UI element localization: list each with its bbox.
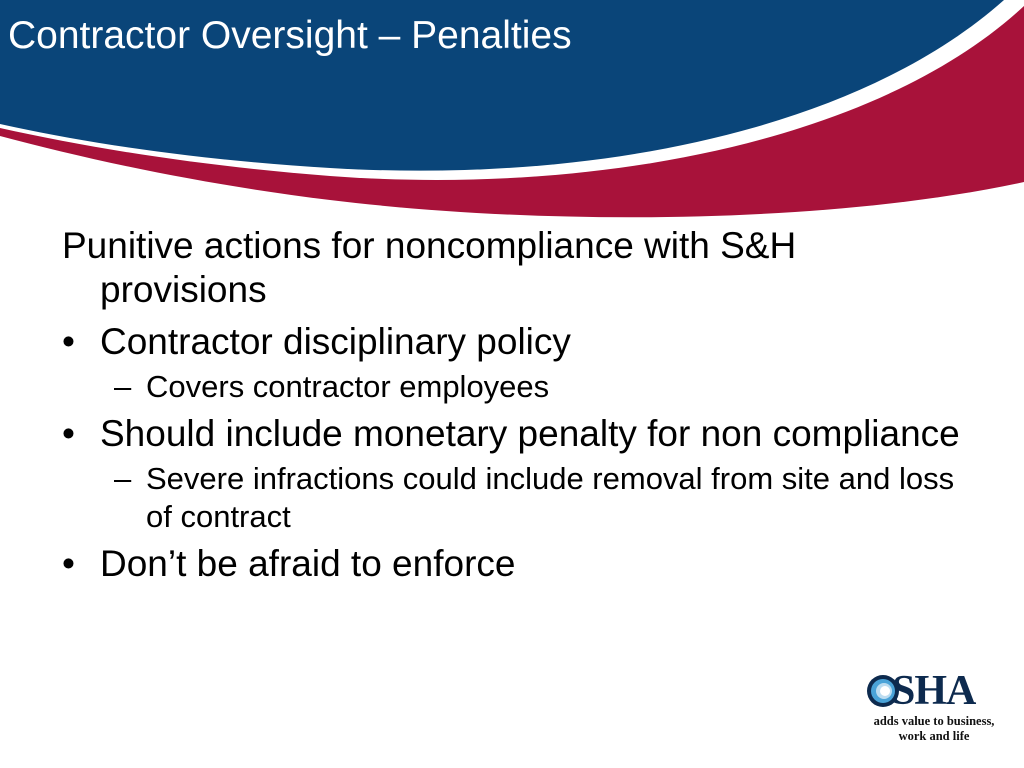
sub-bullet-text: Severe infractions could include removal from site and loss of contract <box>146 461 955 534</box>
sub-bullet-item <box>62 460 962 536</box>
bullet-item <box>62 542 962 586</box>
osha-logo <box>864 668 1004 748</box>
osha-tagline-line2: work and life <box>898 729 970 743</box>
bullet-text: Contractor disciplinary policy <box>100 321 571 362</box>
slide-body <box>62 224 962 590</box>
bullet-item <box>62 320 962 364</box>
bullet-text: Don’t be afraid to enforce <box>100 543 516 584</box>
sub-bullet-marker: – <box>114 461 132 496</box>
bullet-marker: • <box>62 413 75 454</box>
bullet-marker: • <box>62 321 75 362</box>
slide-title: Contractor Oversight – Penalties <box>8 14 572 57</box>
bullet-text: Should include monetary penalty for non compliance <box>100 413 960 454</box>
bullet-marker: • <box>62 543 75 584</box>
osha-tagline <box>864 714 1004 744</box>
intro-text: Punitive actions for noncompliance with S&H provisions <box>62 225 797 310</box>
bullet-item <box>62 412 962 456</box>
osha-wordmark: SHA <box>892 668 976 714</box>
sub-bullet-text: Covers contractor employees <box>146 369 550 404</box>
sub-bullet-item <box>62 368 962 406</box>
sub-bullet-marker: – <box>114 369 132 404</box>
osha-tagline-line1: adds value to business, <box>873 714 995 728</box>
